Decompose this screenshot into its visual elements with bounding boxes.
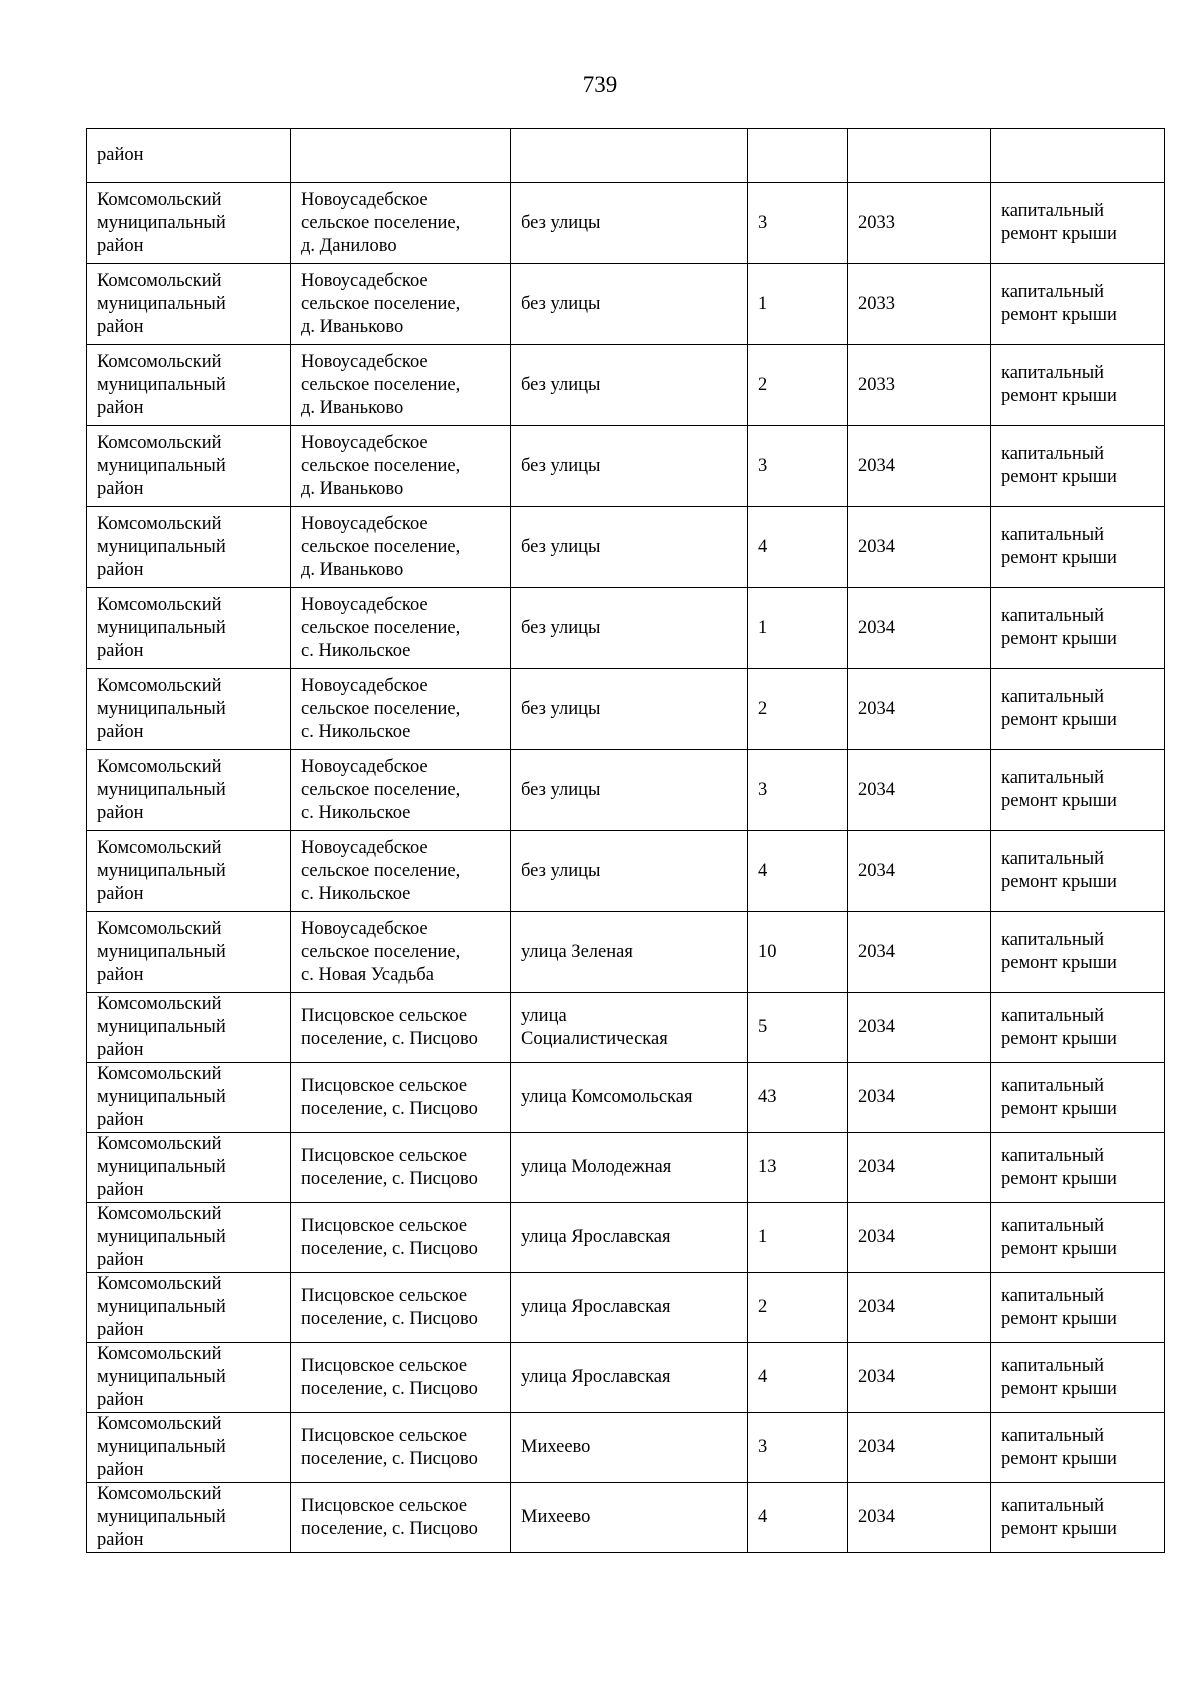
district-cell: Комсомольский муниципальный район xyxy=(87,1483,291,1553)
work-type-cell: капитальный ремонт крыши xyxy=(991,426,1165,507)
house-cell: 43 xyxy=(748,1063,848,1133)
table-row xyxy=(87,750,1165,831)
house-cell: 4 xyxy=(748,1483,848,1553)
street-cell: улица Ярославская xyxy=(511,1343,748,1413)
house-cell: 3 xyxy=(748,750,848,831)
year-cell: 2033 xyxy=(848,183,991,264)
table-row xyxy=(87,264,1165,345)
district-cell: Комсомольский муниципальный район xyxy=(87,264,291,345)
work-type-cell: капитальный ремонт крыши xyxy=(991,1483,1165,1553)
table-row xyxy=(87,993,1165,1063)
district-cell: Комсомольский муниципальный район xyxy=(87,183,291,264)
settlement-cell: Писцовское сельское поселение, с. Писцово xyxy=(291,1203,511,1273)
table-row xyxy=(87,345,1165,426)
district-cell: Комсомольский муниципальный район xyxy=(87,1133,291,1203)
street-cell: Михеево xyxy=(511,1413,748,1483)
work-type-cell: капитальный ремонт крыши xyxy=(991,1203,1165,1273)
street-cell xyxy=(511,129,748,183)
house-cell: 1 xyxy=(748,264,848,345)
work-type-cell: капитальный ремонт крыши xyxy=(991,264,1165,345)
settlement-cell: Новоусадебское сельское поселение, с. Никольское xyxy=(291,831,511,912)
street-cell: без улицы xyxy=(511,507,748,588)
house-cell: 3 xyxy=(748,1413,848,1483)
table-row xyxy=(87,1063,1165,1133)
work-type-cell xyxy=(991,129,1165,183)
work-type-cell: капитальный ремонт крыши xyxy=(991,912,1165,993)
year-cell: 2034 xyxy=(848,1483,991,1553)
table-row xyxy=(87,588,1165,669)
house-cell: 2 xyxy=(748,345,848,426)
house-cell: 13 xyxy=(748,1133,848,1203)
district-cell: Комсомольский муниципальный район xyxy=(87,507,291,588)
district-cell: Комсомольский муниципальный район xyxy=(87,750,291,831)
settlement-cell: Новоусадебское сельское поселение, д. Иваньково xyxy=(291,264,511,345)
year-cell: 2034 xyxy=(848,1063,991,1133)
street-cell: без улицы xyxy=(511,750,748,831)
year-cell: 2034 xyxy=(848,831,991,912)
house-cell: 4 xyxy=(748,831,848,912)
house-cell: 3 xyxy=(748,183,848,264)
year-cell: 2034 xyxy=(848,1133,991,1203)
settlement-cell: Новоусадебское сельское поселение, с. Никольское xyxy=(291,588,511,669)
district-cell: Комсомольский муниципальный район xyxy=(87,912,291,993)
work-type-cell: капитальный ремонт крыши xyxy=(991,588,1165,669)
year-cell: 2033 xyxy=(848,264,991,345)
house-cell: 3 xyxy=(748,426,848,507)
year-cell: 2034 xyxy=(848,993,991,1063)
table-row xyxy=(87,183,1165,264)
table-row xyxy=(87,1273,1165,1343)
street-cell: без улицы xyxy=(511,183,748,264)
settlement-cell: Новоусадебское сельское поселение, д. Иваньково xyxy=(291,426,511,507)
settlement-cell: Писцовское сельское поселение, с. Писцово xyxy=(291,1413,511,1483)
year-cell: 2033 xyxy=(848,345,991,426)
district-cell: Комсомольский муниципальный район xyxy=(87,1343,291,1413)
district-cell: Комсомольский муниципальный район xyxy=(87,588,291,669)
street-cell: без улицы xyxy=(511,345,748,426)
year-cell: 2034 xyxy=(848,750,991,831)
work-type-cell: капитальный ремонт крыши xyxy=(991,993,1165,1063)
district-cell: Комсомольский муниципальный район xyxy=(87,993,291,1063)
table-row xyxy=(87,1133,1165,1203)
work-type-cell: капитальный ремонт крыши xyxy=(991,1273,1165,1343)
street-cell: без улицы xyxy=(511,264,748,345)
work-type-cell: капитальный ремонт крыши xyxy=(991,750,1165,831)
work-type-cell: капитальный ремонт крыши xyxy=(991,669,1165,750)
work-type-cell: капитальный ремонт крыши xyxy=(991,183,1165,264)
street-cell: улица Комсомольская xyxy=(511,1063,748,1133)
district-cell: Комсомольский муниципальный район xyxy=(87,426,291,507)
work-type-cell: капитальный ремонт крыши xyxy=(991,831,1165,912)
street-cell: улица Ярославская xyxy=(511,1203,748,1273)
district-cell: Комсомольский муниципальный район xyxy=(87,831,291,912)
house-cell: 2 xyxy=(748,1273,848,1343)
settlement-cell: Писцовское сельское поселение, с. Писцово xyxy=(291,1133,511,1203)
table-row xyxy=(87,507,1165,588)
year-cell: 2034 xyxy=(848,669,991,750)
settlement-cell: Новоусадебское сельское поселение, с. Никольское xyxy=(291,669,511,750)
work-type-cell: капитальный ремонт крыши xyxy=(991,1343,1165,1413)
house-cell xyxy=(748,129,848,183)
table-row xyxy=(87,831,1165,912)
year-cell: 2034 xyxy=(848,507,991,588)
registry-table xyxy=(86,128,1165,1553)
year-cell: 2034 xyxy=(848,1203,991,1273)
settlement-cell: Писцовское сельское поселение, с. Писцово xyxy=(291,1343,511,1413)
house-cell: 4 xyxy=(748,1343,848,1413)
work-type-cell: капитальный ремонт крыши xyxy=(991,1133,1165,1203)
continuation-row xyxy=(87,129,1165,183)
settlement-cell: Новоусадебское сельское поселение, д. Иваньково xyxy=(291,507,511,588)
settlement-cell xyxy=(291,129,511,183)
table-row xyxy=(87,1413,1165,1483)
work-type-cell: капитальный ремонт крыши xyxy=(991,1413,1165,1483)
table-row xyxy=(87,912,1165,993)
house-cell: 10 xyxy=(748,912,848,993)
year-cell: 2034 xyxy=(848,1343,991,1413)
page-number: 739 xyxy=(582,72,618,97)
year-cell: 2034 xyxy=(848,1273,991,1343)
street-cell: улица Социалистическая xyxy=(511,993,748,1063)
table-row xyxy=(87,1343,1165,1413)
settlement-cell: Писцовское сельское поселение, с. Писцово xyxy=(291,1273,511,1343)
settlement-cell: Писцовское сельское поселение, с. Писцово xyxy=(291,1063,511,1133)
street-cell: без улицы xyxy=(511,669,748,750)
street-cell: без улицы xyxy=(511,426,748,507)
work-type-cell: капитальный ремонт крыши xyxy=(991,507,1165,588)
house-cell: 4 xyxy=(748,507,848,588)
year-cell: 2034 xyxy=(848,588,991,669)
settlement-cell: Новоусадебское сельское поселение, д. Иваньково xyxy=(291,345,511,426)
year-cell: 2034 xyxy=(848,912,991,993)
house-cell: 5 xyxy=(748,993,848,1063)
street-cell: улица Молодежная xyxy=(511,1133,748,1203)
district-cell: Комсомольский муниципальный район xyxy=(87,1063,291,1133)
street-cell: улица Зеленая xyxy=(511,912,748,993)
table-row xyxy=(87,1483,1165,1553)
district-cell: Комсомольский муниципальный район xyxy=(87,1273,291,1343)
street-cell: без улицы xyxy=(511,831,748,912)
district-cell: Комсомольский муниципальный район xyxy=(87,1203,291,1273)
settlement-cell: Писцовское сельское поселение, с. Писцово xyxy=(291,1483,511,1553)
year-cell: 2034 xyxy=(848,426,991,507)
work-type-cell: капитальный ремонт крыши xyxy=(991,1063,1165,1133)
table-row xyxy=(87,669,1165,750)
street-cell: без улицы xyxy=(511,588,748,669)
year-cell: 2034 xyxy=(848,1413,991,1483)
street-cell: Михеево xyxy=(511,1483,748,1553)
house-cell: 1 xyxy=(748,1203,848,1273)
district-cell: район xyxy=(87,129,291,183)
settlement-cell: Новоусадебское сельское поселение, с. Новая Усадьба xyxy=(291,912,511,993)
settlement-cell: Писцовское сельское поселение, с. Писцово xyxy=(291,993,511,1063)
district-cell: Комсомольский муниципальный район xyxy=(87,669,291,750)
district-cell: Комсомольский муниципальный район xyxy=(87,1413,291,1483)
work-type-cell: капитальный ремонт крыши xyxy=(991,345,1165,426)
year-cell xyxy=(848,129,991,183)
street-cell: улица Ярославская xyxy=(511,1273,748,1343)
district-cell: Комсомольский муниципальный район xyxy=(87,345,291,426)
table-row xyxy=(87,1203,1165,1273)
house-cell: 2 xyxy=(748,669,848,750)
table-row xyxy=(87,426,1165,507)
house-cell: 1 xyxy=(748,588,848,669)
settlement-cell: Новоусадебское сельское поселение, д. Данилово xyxy=(291,183,511,264)
settlement-cell: Новоусадебское сельское поселение, с. Никольское xyxy=(291,750,511,831)
